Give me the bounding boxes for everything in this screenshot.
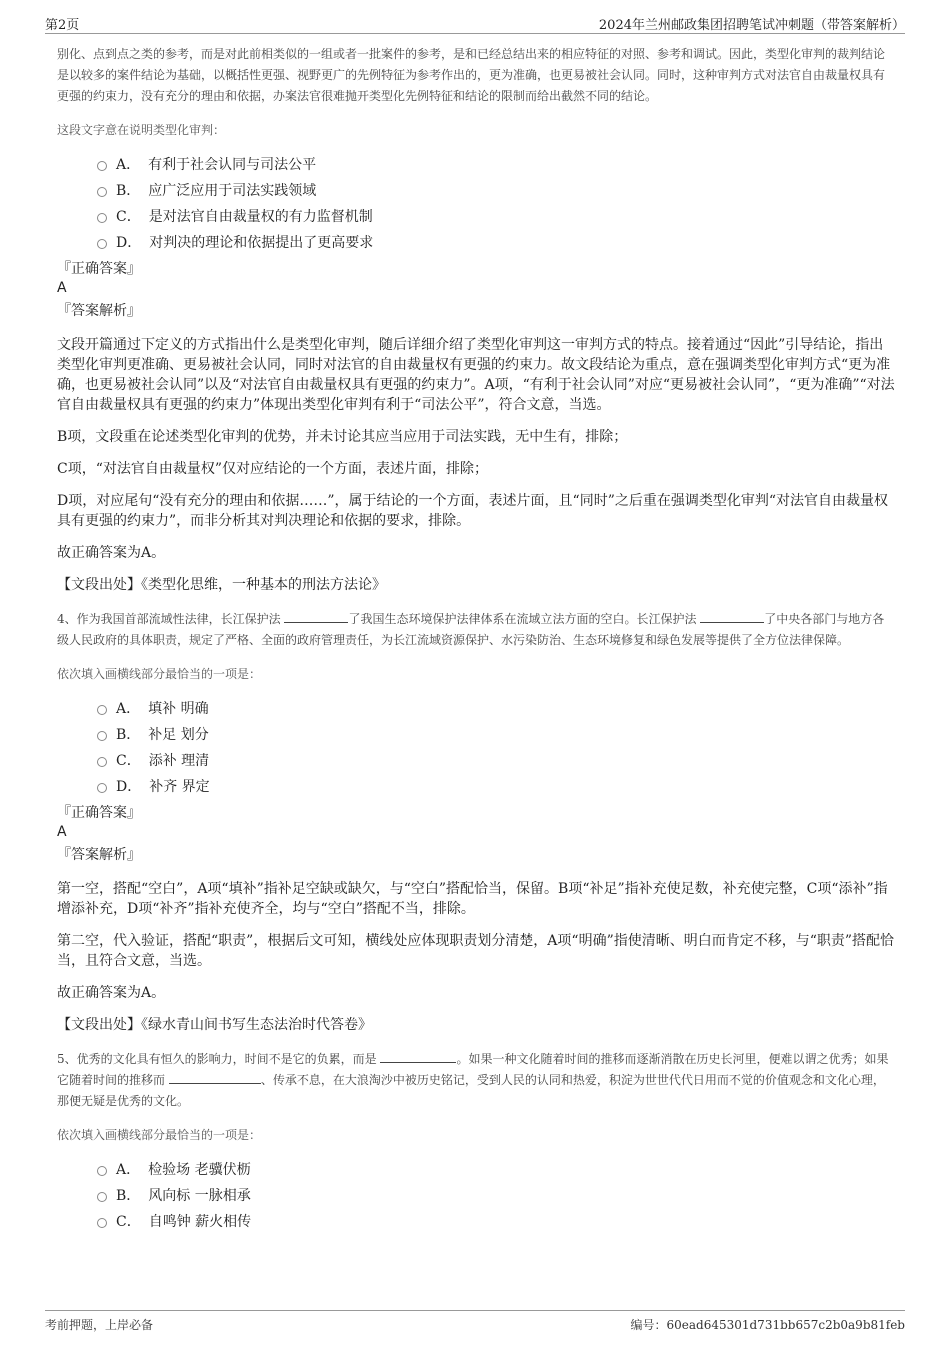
blank-line (380, 1051, 456, 1063)
option-letter: C． (116, 209, 141, 225)
option-letter: B． (116, 1188, 141, 1204)
question-4 (57, 609, 895, 1035)
options-list (97, 695, 895, 799)
option-letter: C． (116, 1214, 141, 1230)
option-letter: D． (116, 235, 142, 251)
radio-button[interactable] (97, 161, 107, 171)
options-list (97, 1156, 895, 1234)
answer-label: 『正确答案』 (57, 805, 141, 821)
correct-answer: A (57, 824, 67, 840)
option-c[interactable] (97, 747, 895, 773)
question-text-part: 5、优秀的文化具有恒久的影响力，时间不是它的负累，而是 (57, 1052, 381, 1066)
question-5 (57, 1049, 895, 1234)
blank-line (169, 1072, 261, 1084)
radio-button[interactable] (97, 757, 107, 767)
analysis-paragraph: 文段开篇通过下定义的方式指出什么是类型化审判，随后详细介绍了类型化审判这一审判方式的特点。接着通过“因此”引导结论，指出类型化审判更准确、更易被社会认同，同时对法官的自由裁量权有更强的约束力。故文段结论为重点，意在强调类型化审判方式“更为准确，也更易被社会认同”以及“对法官自由裁量权具有更强的约束力”。A项，“有利于社会认同”对应“更易被社会认同”，“更为准确”“对法官自由裁量权具有更强的约束力”体现出类型化审判有利于“司法公平”，符合文意，当选。 (57, 337, 895, 413)
analysis-paragraph: D项，对应尾句“没有充分的理由和依据……”，属于结论的一个方面，表述片面，且“同时”之后重在强调类型化审判“对法官自由裁量权具有更强的约束力”，而非分析其对判决理论和依据的要求，排除。 (57, 493, 889, 529)
option-text: 检验场 老骥伏枥 (148, 1162, 251, 1178)
analysis-paragraph: B项，文段重在论述类型化审判的优势，并未讨论其应当应用于司法实践，无中生有，排除； (57, 429, 628, 445)
radio-button[interactable] (97, 783, 107, 793)
analysis-label: 『答案解析』 (57, 847, 141, 863)
question-text-part: 了中央各部门与地方各级人民政府的具体职责，规定了严格、全面的政府管理责任，为长江流域资源保护、水污染防治、生态环境修复和绿色发展等提供了全方位法律保障。 (57, 612, 885, 647)
analysis-paragraph: 第一空，搭配“空白”，A项“填补”指补足空缺或缺欠，与“空白”搭配恰当，保留。B项“补足”指补充使足数，补充使完整，C项“添补”指增添补充，D项“补齐”指补充使齐全，均与“空白”搭配不当，排除。 (57, 881, 888, 917)
option-text: 补足 划分 (148, 727, 209, 743)
intro-paragraph: 别化、点到点之类的参考，而是对此前相类似的一组或者一批案件的参考，是和已经总结出来的相应特征的对照、参考和调试。因此，类型化审判的裁判结论是以较多的案件结论为基础，以概括性更强、视野更广的先例特征为参考作出的，更为准确，也更易被社会认同。同时，这种审判方式对法官自由裁量权具有更强的约束力，没有充分的理由和依据，办案法官很难抛开类型化先例特征和结论的限制而给出截然不同的结论。 (57, 47, 886, 103)
option-text: 对判决的理论和依据提出了更高要求 (149, 235, 374, 251)
radio-button[interactable] (97, 705, 107, 715)
question-prompt: 依次填入画横线部分最恰当的一项是： (57, 1128, 262, 1142)
question-text-part: 。如果一种文化随着时间的推移而逐渐消散在历史长河里，便难以谓之优秀；如果它随着时间的推移而 (57, 1052, 889, 1087)
question-text (57, 609, 895, 651)
page-number: 第2页 (45, 18, 80, 33)
option-text: 有利于社会认同与司法公平 (148, 157, 317, 173)
option-letter: A． (116, 1162, 141, 1178)
option-b[interactable] (97, 1182, 895, 1208)
option-a[interactable] (97, 151, 895, 177)
option-letter: A． (116, 701, 141, 717)
answer-label: 『正确答案』 (57, 261, 141, 277)
source-citation: 【文段出处】《绿水青山间书写生态法治时代答卷》 (57, 1017, 372, 1033)
analysis-paragraph: 第二空，代入验证，搭配“职责”，根据后文可知，横线处应体现职责划分清楚，A项“明确”指使清晰、明白而肯定不移，与“职责”搭配恰当，且符合文意，当选。 (57, 933, 895, 969)
analysis-paragraph: C项，“对法官自由裁量权”仅对应结论的一个方面，表述片面，排除； (57, 461, 489, 477)
option-d[interactable] (97, 773, 895, 799)
radio-button[interactable] (97, 731, 107, 741)
option-text: 自鸣钟 薪火相传 (148, 1214, 252, 1230)
option-text: 填补 明确 (148, 701, 209, 717)
option-a[interactable] (97, 1156, 895, 1182)
document-title: 2024年兰州邮政集团招聘笔试冲刺题（带答案解析） (598, 18, 905, 33)
source-citation: 【文段出处】《类型化思维，一种基本的刑法方法论》 (57, 577, 386, 593)
option-c[interactable] (97, 203, 895, 229)
option-b[interactable] (97, 721, 895, 747)
analysis-conclusion: 故正确答案为A。 (57, 985, 166, 1001)
question-text (57, 1049, 895, 1112)
page-header (45, 12, 905, 34)
option-text: 添补 理清 (148, 753, 210, 769)
blank-line (700, 611, 764, 623)
page-content (57, 44, 895, 1234)
page-footer (45, 1310, 905, 1334)
radio-button[interactable] (97, 239, 107, 249)
option-text: 应广泛应用于司法实践领域 (148, 183, 317, 199)
document-id: 编号：60ead645301d731bb657c2b0a9b81feb (630, 1318, 905, 1332)
question-text-part: 、传承不息，在大浪淘沙中被历史铭记，受到人民的认同和热爱，积淀为世世代代日用而不觉的价值观念和文化心理，那便无疑是优秀的文化。 (57, 1073, 885, 1108)
question-text-part: 了我国生态环境保护法律体系在流域立法方面的空白。长江保护法 (348, 612, 701, 626)
radio-button[interactable] (97, 1166, 107, 1176)
option-b[interactable] (97, 177, 895, 203)
question-prompt: 依次填入画横线部分最恰当的一项是： (57, 667, 262, 681)
analysis-conclusion: 故正确答案为A。 (57, 545, 166, 561)
radio-button[interactable] (97, 1218, 107, 1228)
option-text: 补齐 界定 (149, 779, 210, 795)
option-c[interactable] (97, 1208, 895, 1234)
option-a[interactable] (97, 695, 895, 721)
radio-button[interactable] (97, 1192, 107, 1202)
correct-answer: A (57, 280, 67, 296)
option-letter: B． (116, 183, 141, 199)
radio-button[interactable] (97, 213, 107, 223)
option-text: 是对法官自由裁量权的有力监督机制 (148, 209, 373, 225)
option-text: 风向标 一脉相承 (148, 1188, 251, 1204)
question-text-part: 4、作为我国首部流域性法律，长江保护法 (57, 612, 285, 626)
question-prompt: 这段文字意在说明类型化审判： (57, 123, 226, 137)
options-list (97, 151, 895, 255)
option-d[interactable] (97, 229, 895, 255)
blank-line (284, 611, 348, 623)
footer-slogan: 考前押题，上岸必备 (45, 1318, 154, 1332)
option-letter: A． (116, 157, 141, 173)
analysis-label: 『答案解析』 (57, 303, 141, 319)
option-letter: B． (116, 727, 141, 743)
question-3 (57, 121, 895, 595)
radio-button[interactable] (97, 187, 107, 197)
option-letter: C． (116, 753, 141, 769)
option-letter: D． (116, 779, 142, 795)
